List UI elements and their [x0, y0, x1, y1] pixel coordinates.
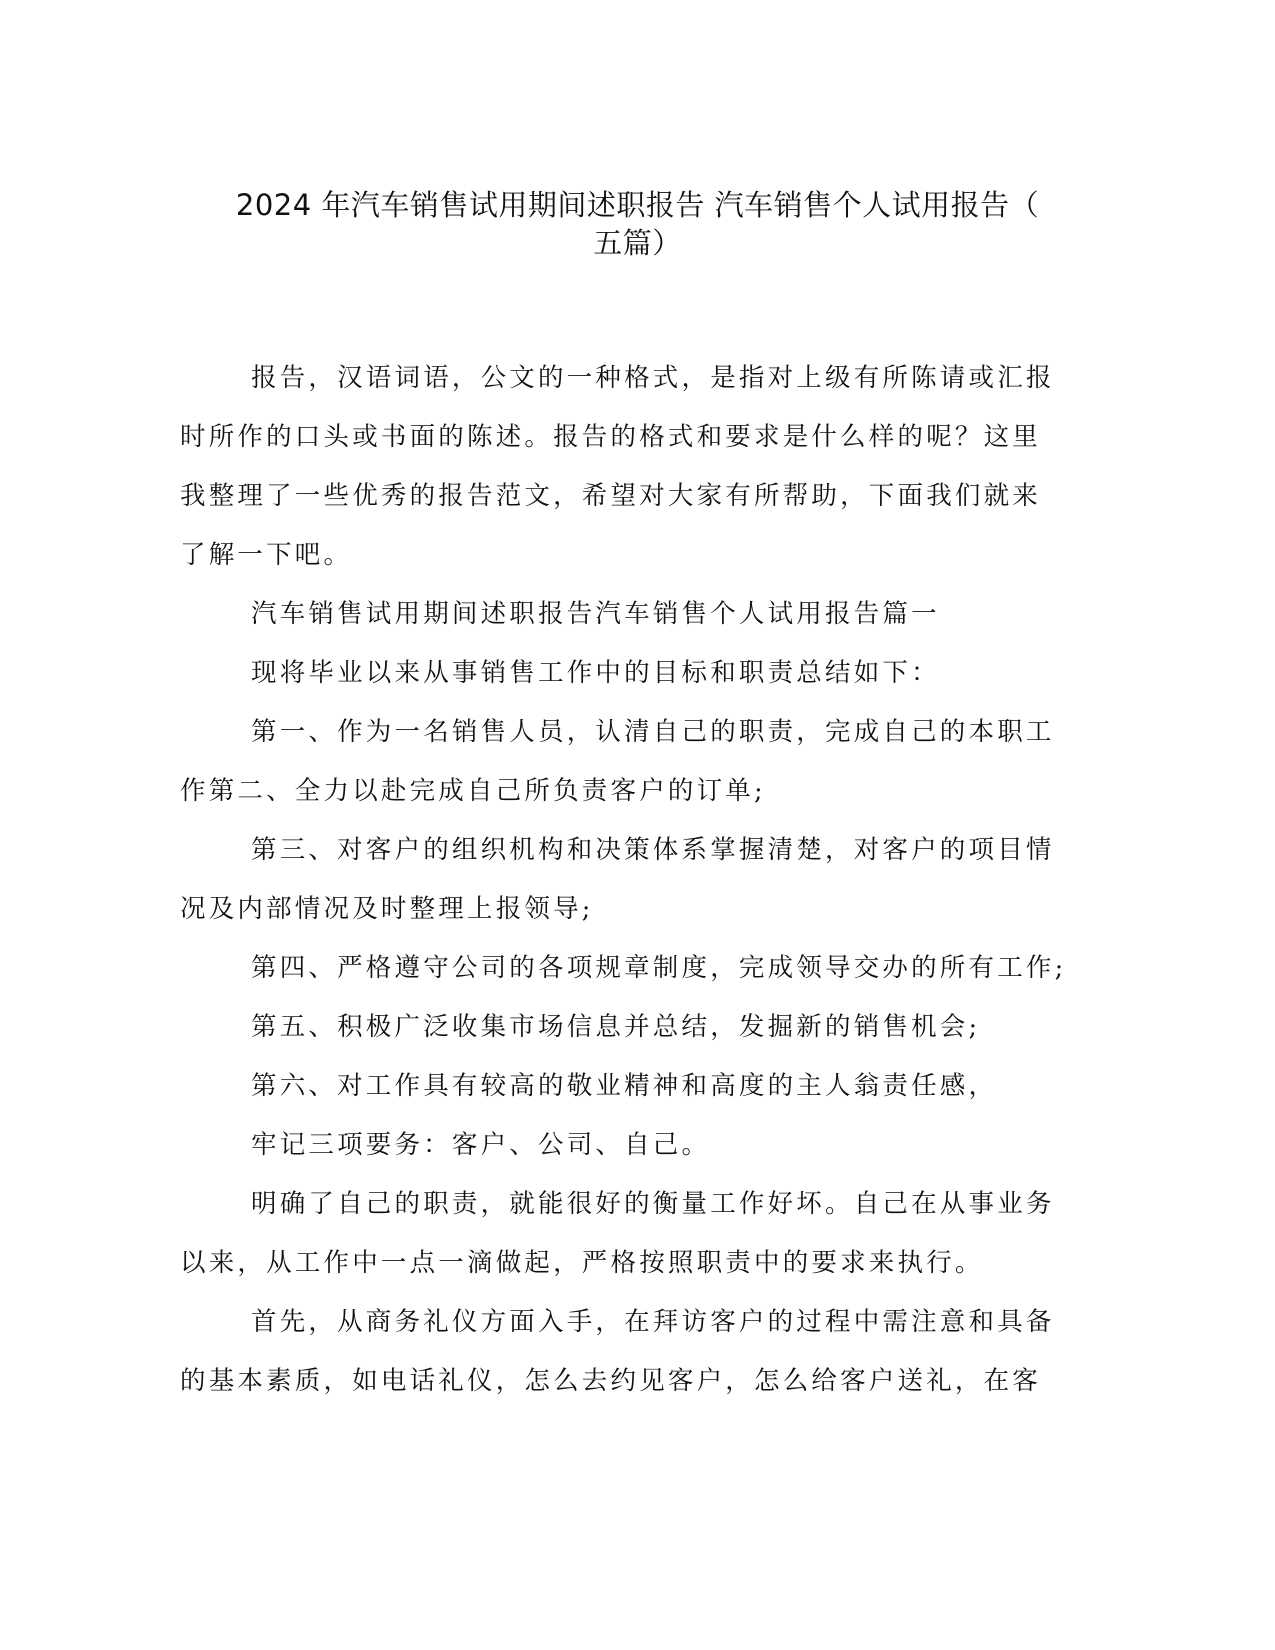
- document-title-line-2: 五篇）: [593, 226, 682, 260]
- paragraph-line: 的基本素质，如电话礼仪，怎么去约见客户，怎么给客户送礼，在客: [180, 1366, 1042, 1396]
- paragraph-line: 现将毕业以来从事销售工作中的目标和职责总结如下：: [251, 658, 940, 688]
- paragraph-line: 第三、对客户的组织机构和决策体系掌握清楚，对客户的项目情: [251, 835, 1055, 865]
- document-title-line-1: 2024 年汽车销售试用期间述职报告 汽车销售个人试用报告（: [235, 188, 1040, 222]
- paragraph-line: 牢记三项要务：客户、公司、自己。: [251, 1130, 711, 1160]
- section-heading: 汽车销售试用期间述职报告汽车销售个人试用报告篇一: [251, 599, 940, 629]
- paragraph-line: 以来，从工作中一点一滴做起，严格按照职责中的要求来执行。: [180, 1248, 984, 1278]
- paragraph-line: 了解一下吧。: [180, 540, 353, 570]
- paragraph-line: 第五、积极广泛收集市场信息并总结，发掘新的销售机会;: [251, 1012, 981, 1042]
- paragraph-line: 明确了自己的职责，就能很好的衡量工作好坏。自己在从事业务: [251, 1189, 1055, 1219]
- paragraph-line: 第六、对工作具有较高的敬业精神和高度的主人翁责任感，: [251, 1071, 998, 1101]
- paragraph-line: 况及内部情况及时整理上报领导;: [180, 894, 594, 924]
- paragraph-line: 第四、严格遵守公司的各项规章制度，完成领导交办的所有工作;: [251, 953, 1067, 983]
- paragraph-line: 我整理了一些优秀的报告范文，希望对大家有所帮助，下面我们就来: [180, 481, 1042, 511]
- paragraph-line: 第一、作为一名销售人员，认清自己的职责，完成自己的本职工: [251, 717, 1055, 747]
- paragraph-line: 作第二、全力以赴完成自己所负责客户的订单;: [180, 776, 766, 806]
- paragraph-line: 时所作的口头或书面的陈述。报告的格式和要求是什么样的呢？这里: [180, 422, 1042, 452]
- paragraph-line: 首先，从商务礼仪方面入手，在拜访客户的过程中需注意和具备: [251, 1307, 1055, 1337]
- paragraph-line: 报告，汉语词语，公文的一种格式，是指对上级有所陈请或汇报: [251, 363, 1055, 393]
